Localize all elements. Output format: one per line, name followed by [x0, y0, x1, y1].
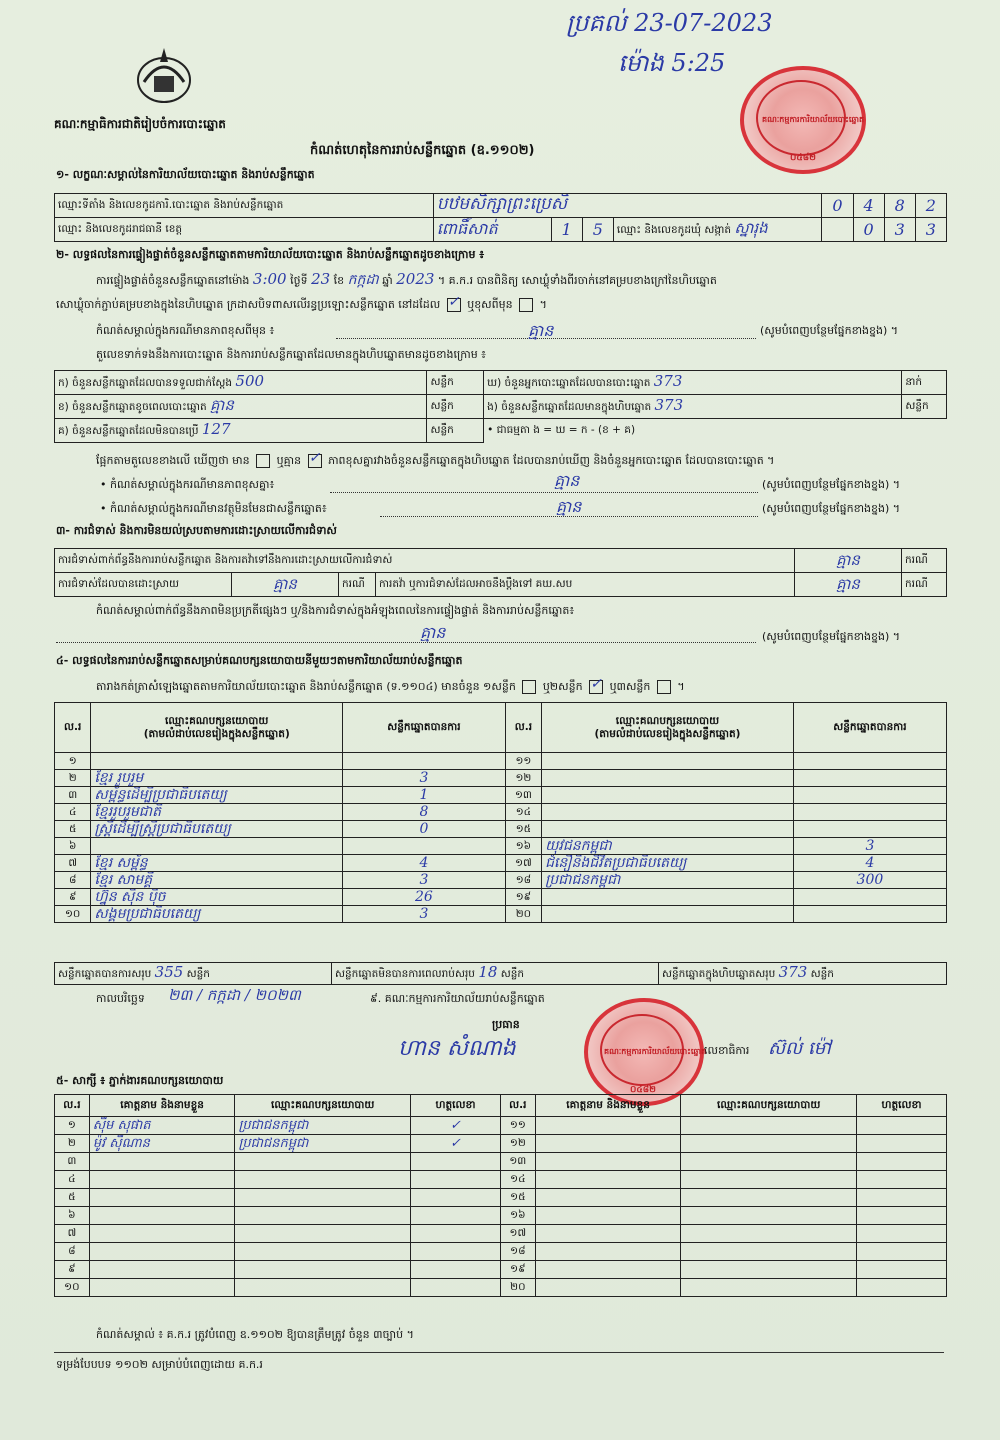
row-number: ១៧ [500, 1225, 535, 1243]
party-votes: 3 [343, 906, 506, 923]
table-row [55, 1171, 947, 1189]
seal-line: សោឃ្លុំចាក់ភ្ជាប់គម្របខាងក្នុងនៃហិបឆ្នោត ក្រដាសបិទពាសលើរន្ធប្រឡោះសន្លឹកឆ្នោត នៅដដែល ✓ ឬខុសពីមុន ។ [56, 294, 547, 311]
party-name [542, 770, 794, 787]
spoiled-ballots: គ្មាន [210, 396, 234, 414]
witness-signature [856, 1135, 946, 1153]
section5-heading: ៥- សាក្សី ៖ ភ្នាក់ងារគណបក្សនយោបាយ [56, 1074, 224, 1087]
witness-name [535, 1207, 681, 1225]
witness-name [535, 1189, 681, 1207]
table-row [55, 1207, 947, 1225]
row-number: ៦ [55, 838, 91, 855]
witness-signature [856, 1261, 946, 1279]
row-number: ១ [55, 753, 91, 770]
witness-signature: ✓ [410, 1135, 500, 1153]
row-number: ១៦ [505, 838, 541, 855]
row-number: ១៩ [505, 889, 541, 906]
table-row [55, 906, 947, 923]
row-number: ១៤ [500, 1171, 535, 1189]
row-number: ៣ [55, 787, 91, 804]
party-votes: 4 [793, 855, 946, 872]
note1-label: កំណត់សម្គាល់ក្នុងករណីមានភាពខុសពីមុន ៖ [96, 324, 275, 337]
row-number: ១ [55, 1117, 90, 1135]
row-number: ១៦ [500, 1207, 535, 1225]
row-number: ៣ [55, 1153, 90, 1171]
witness-name [89, 1225, 235, 1243]
resolved-count: គ្មាន [232, 573, 339, 597]
bullet2-value: គ្មាន [556, 497, 582, 516]
verify-year: 2023 [396, 270, 435, 288]
row-number: ១០ [55, 906, 91, 923]
row-number: ៥ [55, 821, 91, 838]
section4-heading: ៤- លទ្ធផលនៃការរាប់សន្លឹកឆ្នោតសម្រាប់គណបក្សនយោបាយនីមួយៗតាមការិយាល័យរាប់សន្លឹកឆ្នោត [56, 654, 463, 667]
witness-name [535, 1261, 681, 1279]
witness-party [681, 1207, 856, 1225]
section1-heading: ១- លក្ខណៈសម្គាល់នៃការិយាល័យបោះឆ្នោត និងរាប់សន្លឹកឆ្នោត [56, 168, 315, 181]
verification-line: ការផ្ទៀងផ្ទាត់ចំនួនសន្លឹកឆ្នោតនៅម៉ោង 3:00 ថ្ងៃទី 23 ខែ កក្កដា ឆ្នាំ 2023 ។ គ.ក.រ បានពិនិត្យ សោឃ្លុំទាំងពីរចាក់នៅគម្របខាងក្រៅនៃហិបឆ្នោត [96, 270, 717, 288]
witness-signature [856, 1279, 946, 1297]
witness-signature [410, 1207, 500, 1225]
witness-party [235, 1225, 410, 1243]
formula: • ជាធម្មតា ង = ឃ = ក - (ខ + គ) [487, 424, 636, 437]
party-votes: 8 [343, 804, 506, 821]
party-name: ស្ត្រីដើម្បីស្ត្រីប្រជាធិបតេយ្យ [91, 821, 343, 838]
row-number: ៧ [55, 1225, 90, 1243]
party-name [91, 753, 343, 770]
row-number: ១៨ [500, 1243, 535, 1261]
difference-line: ផ្អែកតាមតួលេខខាងលើ ឃើញថា មាន ឬគ្មាន ✓ ភាពខុសគ្នារវាងចំនួនសន្លឹកឆ្នោតក្នុងហិបឆ្នោត ដែលបានរាប់ឃើញ និងចំនួនអ្នកបោះឆ្នោត ដែលបានបោះឆ្នោត ។ [96, 450, 775, 467]
org-name: គណៈកម្មាធិការជាតិរៀបចំការបោះឆ្នោត [54, 117, 226, 131]
table-row [55, 770, 947, 787]
form-title: កំណត់ហេតុនៃការរាប់សន្លឹកឆ្នោត (ឧ.១១០២) [310, 143, 535, 158]
witness-party [235, 1243, 410, 1261]
witness-name: ស៊ីម សុផាត [89, 1117, 235, 1135]
row-number: ២០ [500, 1279, 535, 1297]
stamp-text: គណៈកម្មការការិយាល័យបោះឆ្នោត [762, 115, 865, 124]
party-name: សង្គមប្រជាធិបតេយ្យ [91, 906, 343, 923]
witness-name [89, 1261, 235, 1279]
table-row [55, 889, 947, 906]
witness-party: ប្រជាជនកម្ពុជា [235, 1117, 410, 1135]
party-votes [343, 753, 506, 770]
party-votes [793, 821, 946, 838]
witness-name [535, 1225, 681, 1243]
table-row [55, 1261, 947, 1279]
party-results-table: ល.រ ឈ្មោះគណបក្សនយោបាយ (តាមលំដាប់លេខរៀងក្នុងសន្លឹកឆ្នោត) សន្លឹកឆ្នោតបានការ ល.រ ឈ្មោះគណបក្សនយោបាយ (តាមលំដាប់លេខរៀងក្នុងសន្លឹកឆ្នោត) សន្លឹកឆ្នោតបានការ ១ ១១ ២ ខ្មែរ រួបរួម 3 ១២ ៣ សម្ព័ន្ធដើម្បីប្រជាធិបតេយ្យ 1 ១៣ ៤ ខ្មែររួបរួមជាតិ 8 ១៤ ៥ ស្ត្រីដើម្បីស្ត្រីប្រជាធិបតេយ្យ 0 ១៥ ៦ ១៦ យុវជនកម្ពុជា 3 ៧ ខ្មែរ សម្ព័ន្ធ 4 ១៧ ជំនឿនិងជីវិតប្រជាធិបតេយ្យ 4 ៨ ខ្មែរ សាមគ្គី 3 ១៨ ប្រជាជនកម្ពុជា 300 ៩ ហ្វ៊ុន ស៊ិន ប៉ិច 26 ១៩ ១០ សង្គមប្រជាធិបតេយ្យ 3 ២០ [54, 702, 947, 923]
table-row [55, 838, 947, 855]
row-number: ២ [55, 770, 91, 787]
table-row [55, 872, 947, 889]
witness-party [681, 1153, 856, 1171]
witness-signature: ✓ [410, 1117, 500, 1135]
party-name: ខ្មែរ រួបរួម [91, 770, 343, 787]
row-number: ២០ [505, 906, 541, 923]
witness-name [535, 1135, 681, 1153]
witness-name: ម៉ូវ ស៊ីណាន [89, 1135, 235, 1153]
ballots-in-box: 373 [654, 396, 684, 414]
witness-party [235, 1189, 410, 1207]
witness-signature [410, 1243, 500, 1261]
row-number: ៨ [55, 872, 91, 889]
party-votes [793, 906, 946, 923]
stamp-code: ០៤៨២ [790, 153, 816, 163]
party-name: សម្ព័ន្ធដើម្បីប្រជាធិបតេយ្យ [91, 787, 343, 804]
verify-month: កក្កដា [347, 272, 379, 288]
party-votes: 26 [343, 889, 506, 906]
witness-signature [410, 1261, 500, 1279]
party-votes [793, 770, 946, 787]
witness-signature [410, 1279, 500, 1297]
row-number: ១២ [505, 770, 541, 787]
row-number: ៨ [55, 1243, 90, 1261]
party-votes [343, 838, 506, 855]
counts-table: ក) ចំនួនសន្លឹកឆ្នោតដែលបានទទួលជាក់ស្ដែង 500 សន្លឹក ឃ) ចំនួនអ្នកបោះឆ្នោតដែលបានបោះឆ្នោត 373 នាក់ ខ) ចំនួនសន្លឹកឆ្នោតខូចពេលបោះឆ្នោត គ្មាន សន្លឹក ង) ចំនួនសន្លឹកឆ្នោតដែលមានក្នុងហិបឆ្នោត 373 សន្លឹក គ) ចំនួនសន្លឹកឆ្នោតដែលមិនបានប្រើ 127 សន្លឹក • ជាធម្មតា ង = ឃ = ក - (ខ + គ) [54, 370, 947, 443]
party-votes [793, 804, 946, 821]
has-difference-checkbox[interactable] [256, 454, 270, 468]
official-stamp-top [740, 66, 866, 174]
site-label: ឈ្មោះទីតាំង និងលេខកូដការិ.បោះឆ្នោត និងរាប់សន្លឹកឆ្នោត [55, 194, 434, 218]
handwritten-date: ប្រគល់ 23-07-2023 [566, 9, 773, 37]
different-checkbox[interactable] [519, 298, 533, 312]
table-row [55, 821, 947, 838]
party-name: ប្រជាជនកម្ពុជា [542, 872, 794, 889]
row-number: ១៣ [500, 1153, 535, 1171]
party-name: យុវជនកម្ពុជា [542, 838, 794, 855]
bullet1-value: គ្មាន [554, 471, 580, 490]
row-number: ១៥ [500, 1189, 535, 1207]
row-number: ១៨ [505, 872, 541, 889]
witness-signature [410, 1153, 500, 1171]
section1-table: ឈ្មោះទីតាំង និងលេខកូដការិ.បោះឆ្នោត និងរាប់សន្លឹកឆ្នោត បឋមសិក្សាព្រះប្រេសិ 0 4 8 2 ឈ្មោះ និងលេខកូដរាជធានី ខេត្ត ពោធិ៍សាត់ 1 5 ឈ្មោះ និងលេខកូដឃុំ សង្កាត់ ស្នារុង 0 3 3 [54, 193, 947, 242]
table-row [55, 1135, 947, 1153]
commune-value: ស្នារុង [734, 219, 768, 237]
witness-party [235, 1153, 410, 1171]
table-row [55, 1225, 947, 1243]
voters-count: 373 [653, 372, 683, 390]
row-number: ៩ [55, 889, 91, 906]
party-name: ហ្វ៊ុន ស៊ិន ប៉ិច [91, 889, 343, 906]
secretary-signature: ស៊ល់ ម៉ៅ [768, 1038, 831, 1059]
no-difference-checkbox[interactable]: ✓ [308, 450, 321, 466]
row-number: ៦ [55, 1207, 90, 1225]
witness-signature [856, 1189, 946, 1207]
witness-name [535, 1171, 681, 1189]
row-number: ១៥ [505, 821, 541, 838]
row-number: ១៤ [505, 804, 541, 821]
witness-party [681, 1279, 856, 1297]
table-row [55, 804, 947, 821]
witness-party [681, 1117, 856, 1135]
witness-name [535, 1117, 681, 1135]
party-name [542, 906, 794, 923]
witness-name [89, 1279, 235, 1297]
witness-signature [856, 1171, 946, 1189]
witness-party [681, 1135, 856, 1153]
row-number: ១១ [505, 753, 541, 770]
note1-value: គ្មាន [528, 321, 554, 340]
party-votes: 4 [343, 855, 506, 872]
objections-count: គ្មាន [795, 549, 902, 573]
objections-table: ការជំទាស់ពាក់ព័ន្ធនឹងការរាប់សន្លឹកឆ្នោត និងការតវ៉ាទៅនឹងការដោះស្រាយលើការជំទាស់ គ្មាន ករណី ការជំទាស់ដែលបានដោះស្រាយ គ្មាន ករណី ការតវ៉ា ឬការជំទាស់ដែលអាចនឹងប្ដឹងទៅ គឃ.សប គ្មាន ករណី [54, 548, 947, 597]
signing-date: ២៣ / កក្កដា / ២០២៣ [168, 986, 301, 1004]
party-name [542, 753, 794, 770]
party-votes: 3 [343, 770, 506, 787]
party-votes: 0 [343, 821, 506, 838]
witness-signature [856, 1117, 946, 1135]
witness-name [89, 1171, 235, 1189]
total-valid: 355 [154, 963, 184, 981]
witness-party [681, 1225, 856, 1243]
row-number: ១០ [55, 1279, 90, 1297]
witness-name [89, 1153, 235, 1171]
chair-signature: ហាន សំណាង [398, 1036, 516, 1061]
row-number: ២ [55, 1135, 90, 1153]
party-name: ខ្មែររួបរួមជាតិ [91, 804, 343, 821]
party-votes: 3 [343, 872, 506, 889]
received-ballots: 500 [235, 372, 265, 390]
row-number: ១៩ [500, 1261, 535, 1279]
party-name: ខ្មែរ សម្ព័ន្ធ [91, 855, 343, 872]
total-invalid: 18 [478, 963, 498, 981]
witness-party [235, 1261, 410, 1279]
row-number: ៥ [55, 1189, 90, 1207]
table-row [55, 753, 947, 770]
handwritten-time: ម៉ោង 5:25 [618, 49, 726, 77]
party-name [91, 838, 343, 855]
counts-intro: តួលេខទាក់ទងនឹងការបោះឆ្នោត និងការរាប់សន្លឹកឆ្នោតដែលមានក្នុងហិបឆ្នោតមានដូចខាងក្រោម ៖ [96, 348, 487, 361]
witness-party: ប្រជាជនកម្ពុជា [235, 1135, 410, 1153]
form-footer: ទម្រង់បែបបទ ១១០២ សម្រាប់បំពេញដោយ គ.ក.រ [56, 1358, 263, 1371]
table-row [55, 1279, 947, 1297]
section3-heading: ៣- ការជំទាស់ និងការមិនយល់ស្របតាមការដោះស្រាយលើការជំទាស់ [56, 524, 337, 537]
table-row [55, 787, 947, 804]
witness-table: ល.រ គោត្តនាម និងនាមខ្លួន ឈ្មោះគណបក្សនយោបាយ ហត្ថលេខា ល.រ គោត្តនាម និងនាមខ្លួន ឈ្មោះគណបក្សនយោបាយ ហត្ថលេខា ១ ស៊ីម សុផាត ប្រជាជនកម្ពុជា ✓ ១១ ២ ម៉ូវ ស៊ីណាន ប្រជាជនកម្ពុជា ✓ ១២ ៣ ១៣ ៤ ១៤ ៥ ១៥ ៦ ១៦ ៧ ១៧ ៨ ១៨ ៩ ១៩ ១០ ២០ [54, 1094, 947, 1297]
footnote: កំណត់សម្គាល់ ៖ គ.ក.រ ត្រូវបំពេញ ឧ.១១០២ ឱ្យបានត្រឹមត្រូវ ចំនួន ៣ច្បាប់ ។ [96, 1328, 414, 1341]
document-page: ប្រគល់ 23-07-2023 ម៉ោង 5:25 គណៈកម្មការការិយាល័យបោះឆ្នោត ០៤៨២ គណៈកម្មាធិការជាតិរៀបចំការបោះឆ្នោត កំណត់ហេតុនៃការរាប់សន្លឹកឆ្នោត (ឧ.១១០២) ១- លក្ខណៈសម្គាល់នៃការិយាល័យបោះឆ្នោត និងរាប់សន្លឹកឆ្នោត ឈ្មោះទីតាំង និងលេខកូដការិ.បោះឆ្នោត និងរាប់សន្លឹកឆ្នោត បឋមសិក្សាព្រះប្រេសិ 0 4 8 2 ឈ្មោះ និងលេខកូដរាជធានី ខេត្ត ពោធិ៍សាត់ 1 5 ឈ្មោះ និងលេខកូដឃុំ សង្កាត់ ស្នារុង 0 3 3 ២- លទ្ធផលនៃការផ្ទៀងផ្ទាត់ចំនួនសន្លឹកឆ្នោតតាមការិយាល័យបោះឆ្នោត និងរាប់សន្លឹកឆ្នោតដូចខាងក្រោម ៖ ការផ្ទៀងផ្ទាត់ចំនួនសន្លឹកឆ្នោតនៅម៉ោង 3:00 ថ្ងៃទី 23 ខែ កក្កដា ឆ្នាំ 2023 ។ គ.ក.រ បានពិនិត្យ សោឃ្លុំទាំងពីរចាក់នៅគម្របខាងក្រៅនៃហិបឆ្នោត សោឃ្លុំចាក់ភ្ជាប់គម្របខាងក្នុងនៃហិបឆ្នោត ក្រដាសបិទពាសលើរន្ធប្រឡោះសន្លឹកឆ្នោត នៅដដែល ✓ ឬខុសពីមុន ។ កំណត់សម្គាល់ក្នុងករណីមានភាពខុសពីមុន ៖ គ្មាន (សូមបំពេញបន្ថែមផ្នែកខាងខ្នង) ។ តួលេខទាក់ទងនឹងការបោះឆ្នោត និងការរាប់សន្លឹកឆ្នោតដែលមានក្នុងហិបឆ្នោតមានដូចខាងក្រោម ៖ ក) ចំនួនសន្លឹកឆ្នោតដែលបានទទួលជាក់ស្ដែង 500 សន្លឹក ឃ) ចំនួនអ្នកបោះឆ្នោតដែលបានបោះឆ្នោត 373 នាក់ ខ) ចំនួនសន្លឹកឆ្នោតខូចពេលបោះឆ្នោត គ្មាន សន្លឹក ង) ចំនួនសន្លឹកឆ្នោតដែលមានក្នុងហិបឆ្នោត 373 សន្លឹក គ) ចំនួនសន្លឹកឆ្នោតដែលមិនបានប្រើ 127 សន្លឹក • ជាធម្មតា ង = ឃ = ក - (ខ + គ) ផ្អែកតាមតួលេខខាងលើ ឃើញថា មាន ឬគ្មាន ✓ ភាពខុសគ្នារវាងចំនួនសន្លឹកឆ្នោតក្នុងហិបឆ្នោត ដែលបានរាប់ឃើញ និងចំនួនអ្នកបោះឆ្នោត ដែលបានបោះឆ្នោត ។ • កំណត់សម្គាល់ក្នុងករណីមានភាពខុសគ្នា៖ គ្មាន (សូមបំពេញបន្ថែមផ្នែកខាងខ្នង) ។ • កំណត់សម្គាល់ក្នុងករណីមានវត្ថុមិនមែនជាសន្លឹកឆ្នោត៖ គ្មាន (សូមបំពេញបន្ថែមផ្នែកខាងខ្នង) ។ ៣- ការជំទាស់ និងការមិនយល់ស្របតាមការដោះស្រាយលើការជំទាស់ ការជំទាស់ពាក់ព័ន្ធនឹងការរាប់សន្លឹកឆ្នោត និងការតវ៉ាទៅនឹងការដោះស្រាយលើការជំទាស់ គ្មាន ករណី ការជំទាស់ដែលបានដោះស្រាយ គ្មាន ករណី ការតវ៉ា ឬការជំទាស់ដែលអាចនឹងប្ដឹងទៅ គឃ.សប គ្មាន ករណី កំណត់សម្គាល់ពាក់ព័ន្ធនឹងភាពមិនប្រក្រតីផ្សេងៗ ឬ/និងការជំទាស់ក្នុងអំឡុងពេលនៃការផ្ទៀងផ្ទាត់ និងការរាប់សន្លឹកឆ្នោត៖ គ្មាន (សូមបំពេញបន្ថែមផ្នែកខាងខ្នង) ។ ៤- លទ្ធផលនៃការរាប់សន្លឹកឆ្នោតសម្រាប់គណបក្សនយោបាយនីមួយៗតាមការិយាល័យរាប់សន្លឹកឆ្នោត តារាងកត់ត្រាសំឡេងឆ្នោតតាមការិយាល័យបោះឆ្នោត និងរាប់សន្លឹកឆ្នោត (ទ.១១០៤) មានចំនួន ១សន្លឹក ឬ២សន្លឹក ✓ ឬ៣សន្លឹក ។ ល.រ ឈ្មោះគណបក្សនយោបាយ (តាមលំដាប់លេខរៀងក្នុងសន្លឹកឆ្នោត) សន្លឹកឆ្នោតបានការ ល.រ ឈ្មោះគណបក្សនយោបាយ (តាមលំដាប់លេខរៀងក្នុងសន្លឹកឆ្នោត) សន្លឹកឆ្នោតបានការ ១ ១១ ២ ខ្មែរ រួបរួម 3 ១២ ៣ សម្ព័ន្ធដើម្បីប្រជាធិបតេយ្យ 1 ១៣ ៤ ខ្មែររួបរួមជាតិ 8 ១៤ ៥ ស្ត្រីដើម្បីស្ត្រីប្រជាធិបតេយ្យ 0 ១៥ ៦ ១៦ យុវជនកម្ពុជា 3 ៧ ខ្មែរ សម្ព័ន្ធ 4 ១៧ ជំនឿនិងជីវិតប្រជាធិបតេយ្យ 4 ៨ ខ្មែរ សាមគ្គី 3 ១៨ ប្រជាជនកម្ពុជា 300 ៩ ហ្វ៊ុន ស៊ិន ប៉ិច 26 ១៩ ១០ សង្គមប្រជាធិបតេយ្យ 3 ២០ សន្លឹកឆ្នោតបានការសរុប 355 សន្លឹក សន្លឹកឆ្នោតមិនបានការពេលរាប់សរុប 18 សន្លឹក សន្លឹកឆ្នោតក្នុងហិបឆ្នោតសរុប 373 សន្លឹក កាលបរិច្ឆេទ ២៣ / កក្កដា / ២០២៣ ៩. គណៈកម្មការការិយាល័យរាប់សន្លឹកឆ្នោត ប្រធាន ហាន សំណាង លេខាធិការ ស៊ល់ ម៉ៅ គណៈកម្មការការិយាល័យបោះឆ្នោត ០៤៨២ ៥- សាក្សី ៖ ភ្នាក់ងារគណបក្សនយោបាយ ល.រ គោត្តនាម និងនាមខ្លួន ឈ្មោះគណបក្សនយោបាយ ហត្ថលេខា ល.រ គោត្តនាម និងនាមខ្លួន ឈ្មោះគណបក្សនយោបាយ ហត្ថលេខា ១ ស៊ីម សុផាត ប្រជាជនកម្ពុជា ✓ ១១ ២ ម៉ូវ ស៊ីណាន ប្រជាជនកម្ពុជា ✓ ១២ ៣ ១៣ ៤ ១៤ ៥ ១៥ ៦ ១៦ ៧ ១៧ ៨ ១៨ ៩ ១៩ ១០ ២០ កំណត់សម្គាល់ ៖ គ.ក.រ ត្រូវបំពេញ ឧ.១១០២ ឱ្យបានត្រឹមត្រូវ ចំនួន ៣ច្បាប់ ។ ទម្រង់បែបបទ ១១០២ សម្រាប់បំពេញដោយ គ.ក.រ [0, 0, 1000, 1440]
witness-party [235, 1279, 410, 1297]
witness-party [235, 1207, 410, 1225]
section3-note-value: គ្មាន [420, 623, 446, 642]
tally-sheets-line: តារាងកត់ត្រាសំឡេងឆ្នោតតាមការិយាល័យបោះឆ្នោត និងរាប់សន្លឹកឆ្នោត (ទ.១១០៤) មានចំនួន ១សន្លឹក ឬ២សន្លឹក ✓ ឬ៣សន្លឹក ។ [96, 676, 685, 693]
party-name: ខ្មែរ សាមគ្គី [91, 872, 343, 889]
witness-name [535, 1153, 681, 1171]
party-votes [793, 787, 946, 804]
row-number: ៧ [55, 855, 91, 872]
witness-signature [410, 1171, 500, 1189]
party-name [542, 889, 794, 906]
row-number: ៤ [55, 804, 91, 821]
verify-day: 23 [311, 270, 331, 288]
table-row [55, 1189, 947, 1207]
row-number: ១៧ [505, 855, 541, 872]
row-number: ១១ [500, 1117, 535, 1135]
witness-name [535, 1243, 681, 1261]
table-row [55, 1243, 947, 1261]
party-votes [793, 753, 946, 770]
province-value: ពោធិ៍សាត់ [436, 218, 498, 238]
witness-signature [856, 1243, 946, 1261]
party-name: ជំនឿនិងជីវិតប្រជាធិបតេយ្យ [542, 855, 794, 872]
witness-name [89, 1189, 235, 1207]
witness-signature [856, 1153, 946, 1171]
witness-name [89, 1207, 235, 1225]
one-sheet-checkbox[interactable] [522, 680, 536, 694]
emblem-icon [132, 42, 196, 106]
witness-party [681, 1189, 856, 1207]
row-number: ៤ [55, 1171, 90, 1189]
row-number: ៩ [55, 1261, 90, 1279]
province-label: ឈ្មោះ និងលេខកូដរាជធានី ខេត្ត [55, 218, 434, 242]
party-name [542, 804, 794, 821]
witness-signature [856, 1225, 946, 1243]
section2-heading: ២- លទ្ធផលនៃការផ្ទៀងផ្ទាត់ចំនួនសន្លឹកឆ្នោតតាមការិយាល័យបោះឆ្នោត និងរាប់សន្លឹកឆ្នោតដូចខាងក្រោម ៖ [56, 248, 485, 261]
commune-label: ឈ្មោះ និងលេខកូដឃុំ សង្កាត់ [616, 224, 731, 236]
table-row [55, 1117, 947, 1135]
witness-name [89, 1243, 235, 1261]
witness-signature [410, 1189, 500, 1207]
unused-ballots: 127 [201, 420, 231, 438]
witness-signature [410, 1225, 500, 1243]
party-votes [793, 889, 946, 906]
site-value: បឋមសិក្សាព្រះប្រេសិ [436, 194, 568, 214]
appeal-count: គ្មាន [795, 573, 902, 597]
party-name [542, 821, 794, 838]
witness-party [681, 1171, 856, 1189]
witness-party [235, 1171, 410, 1189]
party-name [542, 787, 794, 804]
party-votes: 1 [343, 787, 506, 804]
party-votes: 3 [793, 838, 946, 855]
row-number: ១៣ [505, 787, 541, 804]
witness-signature [856, 1207, 946, 1225]
table-row [55, 855, 947, 872]
same-checkbox[interactable]: ✓ [447, 294, 460, 310]
committee-label: ៩. គណៈកម្មការការិយាល័យរាប់សន្លឹកឆ្នោត [370, 992, 545, 1005]
verify-time: 3:00 [252, 270, 287, 288]
official-stamp-bottom: គណៈកម្មការការិយាល័យបោះឆ្នោត ០៤៨២ [584, 998, 704, 1106]
party-votes: 300 [793, 872, 946, 889]
witness-party [681, 1261, 856, 1279]
table-row [55, 1153, 947, 1171]
three-sheets-checkbox[interactable] [657, 680, 671, 694]
row-number: ១២ [500, 1135, 535, 1153]
two-sheets-checkbox[interactable]: ✓ [590, 676, 602, 692]
totals-table: សន្លឹកឆ្នោតបានការសរុប 355 សន្លឹក សន្លឹកឆ្នោតមិនបានការពេលរាប់សរុប 18 សន្លឹក សន្លឹកឆ្នោតក្នុងហិបឆ្នោតសរុប 373 សន្លឹក [54, 962, 947, 985]
witness-party [681, 1243, 856, 1261]
total-in-box: 373 [778, 963, 808, 981]
witness-name [535, 1279, 681, 1297]
